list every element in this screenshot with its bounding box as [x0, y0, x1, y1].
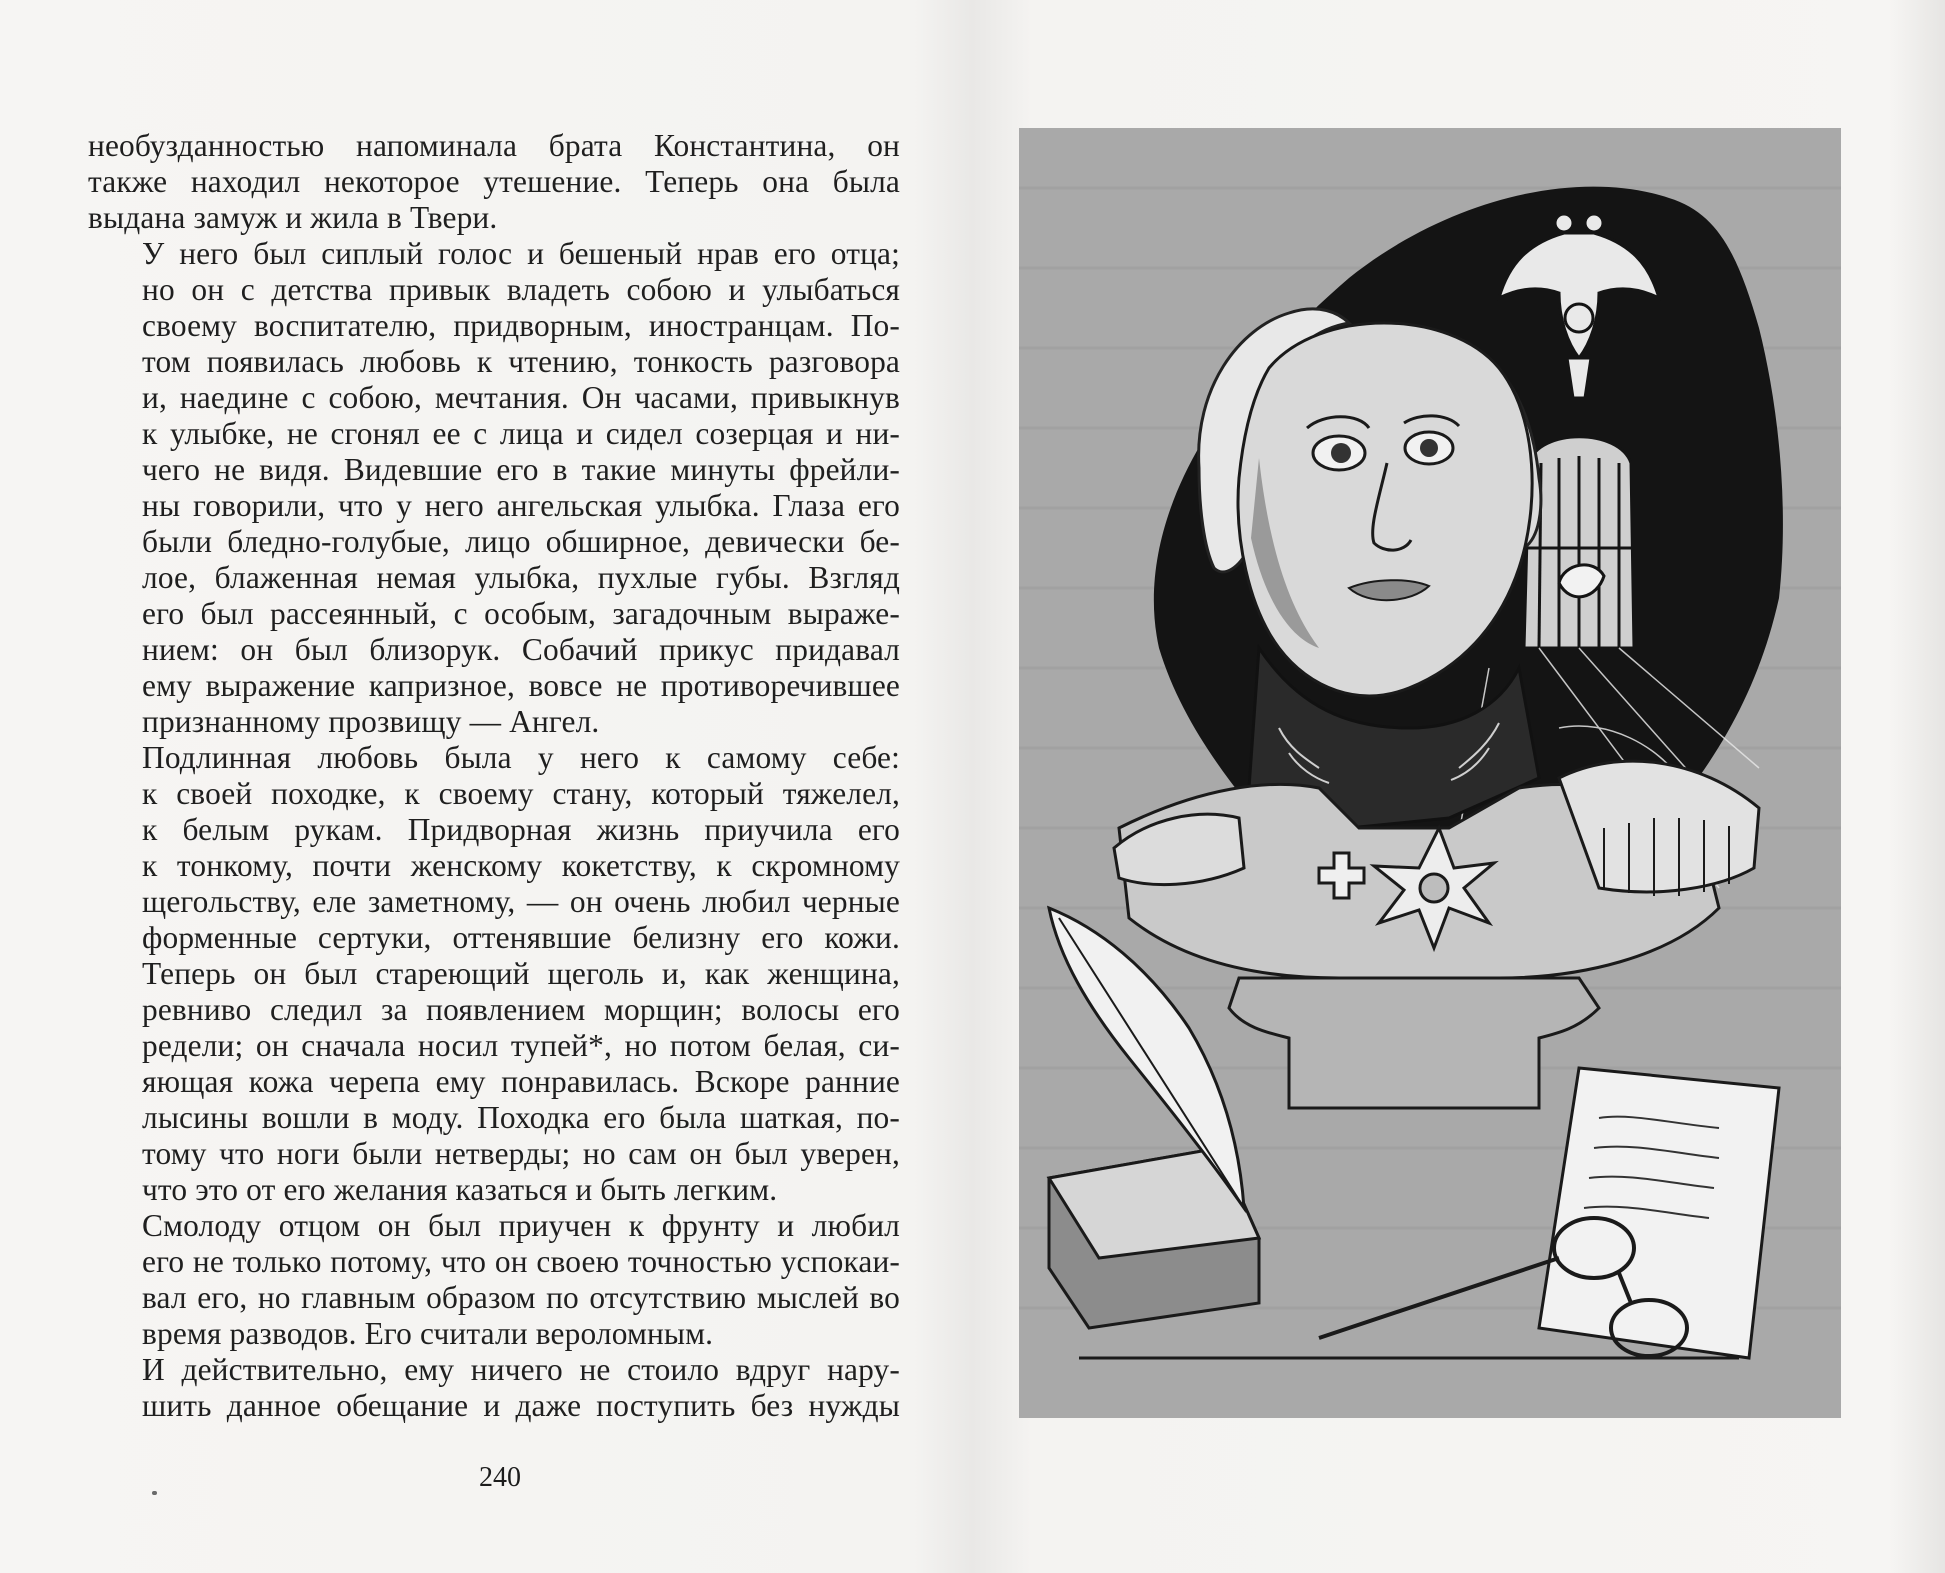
- paragraph: [88, 1208, 900, 1352]
- text-line: нием: он был близорук. Собачий прикус придавал: [142, 632, 900, 667]
- paragraph: [88, 128, 900, 236]
- text-line: ему выражение капризное, вовсе не противоречившее: [142, 668, 900, 703]
- text-line: Теперь он был стареющий щеголь и, как женщина,: [142, 956, 900, 991]
- text-line: к белым рукам. Придворная жизнь приучила его: [142, 812, 900, 847]
- left-page: [88, 128, 900, 1468]
- text-line: том появилась любовь к чтению, тонкость разговора: [142, 344, 900, 379]
- text-line: к улыбке, не сгонял ее с лица и сидел созерцая и ни-: [142, 416, 900, 451]
- text-line: необузданностью напоминала брата Константина, он: [88, 128, 900, 163]
- text-line: чего не видя. Видевшие его в такие минуты фрейли-: [142, 452, 900, 487]
- portrait-drawing: [1019, 128, 1841, 1418]
- text-line: редели; он сначала носил тупей*, но потом белая, си-: [142, 1028, 900, 1063]
- text-line: лысины вошли в моду. Походка его была шаткая, по-: [142, 1100, 900, 1135]
- text-line: форменные сертуки, оттенявшие белизну его кожи.: [142, 920, 900, 955]
- paragraph: [88, 1352, 900, 1424]
- text-line: вал его, но главным образом по отсутствию мыслей во: [142, 1280, 900, 1315]
- text-line: также находил некоторое утешение. Теперь она была: [88, 164, 900, 199]
- text-line: время разводов. Его считали вероломным.: [142, 1316, 714, 1351]
- text-line: его был рассеянный, с особым, загадочным выраже-: [142, 596, 900, 631]
- text-line: лое, блаженная немая улыбка, пухлые губы. Взгляд: [142, 560, 900, 595]
- text-line: выдана замуж и жила в Твери.: [88, 200, 498, 235]
- text-line: щегольству, еле заметному, — он очень любил черные: [142, 884, 900, 919]
- text-line: Подлинная любовь была у него к самому себе:: [142, 740, 900, 775]
- text-line: что это от его желания казаться и быть легким.: [142, 1172, 778, 1207]
- text-line: У него был сиплый голос и бешеный нрав его отца;: [142, 236, 900, 271]
- bust-pedestal: [1229, 978, 1599, 1108]
- text-block: [88, 128, 900, 1424]
- text-line: яющая кожа черепа ему понравилась. Вскоре ранние: [142, 1064, 900, 1099]
- letter-paper: [1539, 1068, 1779, 1358]
- text-line: его не только потому, что он своею точностью успокаи-: [142, 1244, 900, 1279]
- text-line: но он с детства привык владеть собою и улыбаться: [142, 272, 900, 307]
- text-line: своему воспитателю, придворным, иностранцам. По-: [142, 308, 900, 343]
- text-line: к тонкому, почти женскому кокетству, к скромному: [142, 848, 900, 883]
- paragraph: [88, 740, 900, 1208]
- text-line: Смолоду отцом он был приучен к фрунту и любил: [142, 1208, 900, 1243]
- text-line: тому что ноги были нетверды; но сам он был уверен,: [142, 1136, 900, 1171]
- text-line: шить данное обещание и даже поступить без нужды: [142, 1388, 900, 1423]
- right-page-edge: [1890, 0, 1945, 1573]
- print-speck: [152, 1491, 157, 1495]
- paragraph: [88, 236, 900, 740]
- text-line: признанному прозвищу — Ангел.: [142, 704, 600, 739]
- text-line: ны говорили, что у него ангельская улыбка. Глаза его: [142, 488, 900, 523]
- portrait-illustration: [1019, 128, 1841, 1418]
- text-line: и, наедине с собою, мечтания. Он часами, привыкнув: [142, 380, 900, 415]
- page-number: 240: [479, 1462, 521, 1493]
- text-line: ревниво следил за появлением морщин; волосы его: [142, 992, 900, 1027]
- text-line: И действительно, ему ничего не стоило вдруг нару-: [142, 1352, 900, 1387]
- text-line: были бледно-голубые, лицо обширное, девически бе-: [142, 524, 900, 559]
- text-line: к своей походке, к своему стану, который тяжелел,: [142, 776, 900, 811]
